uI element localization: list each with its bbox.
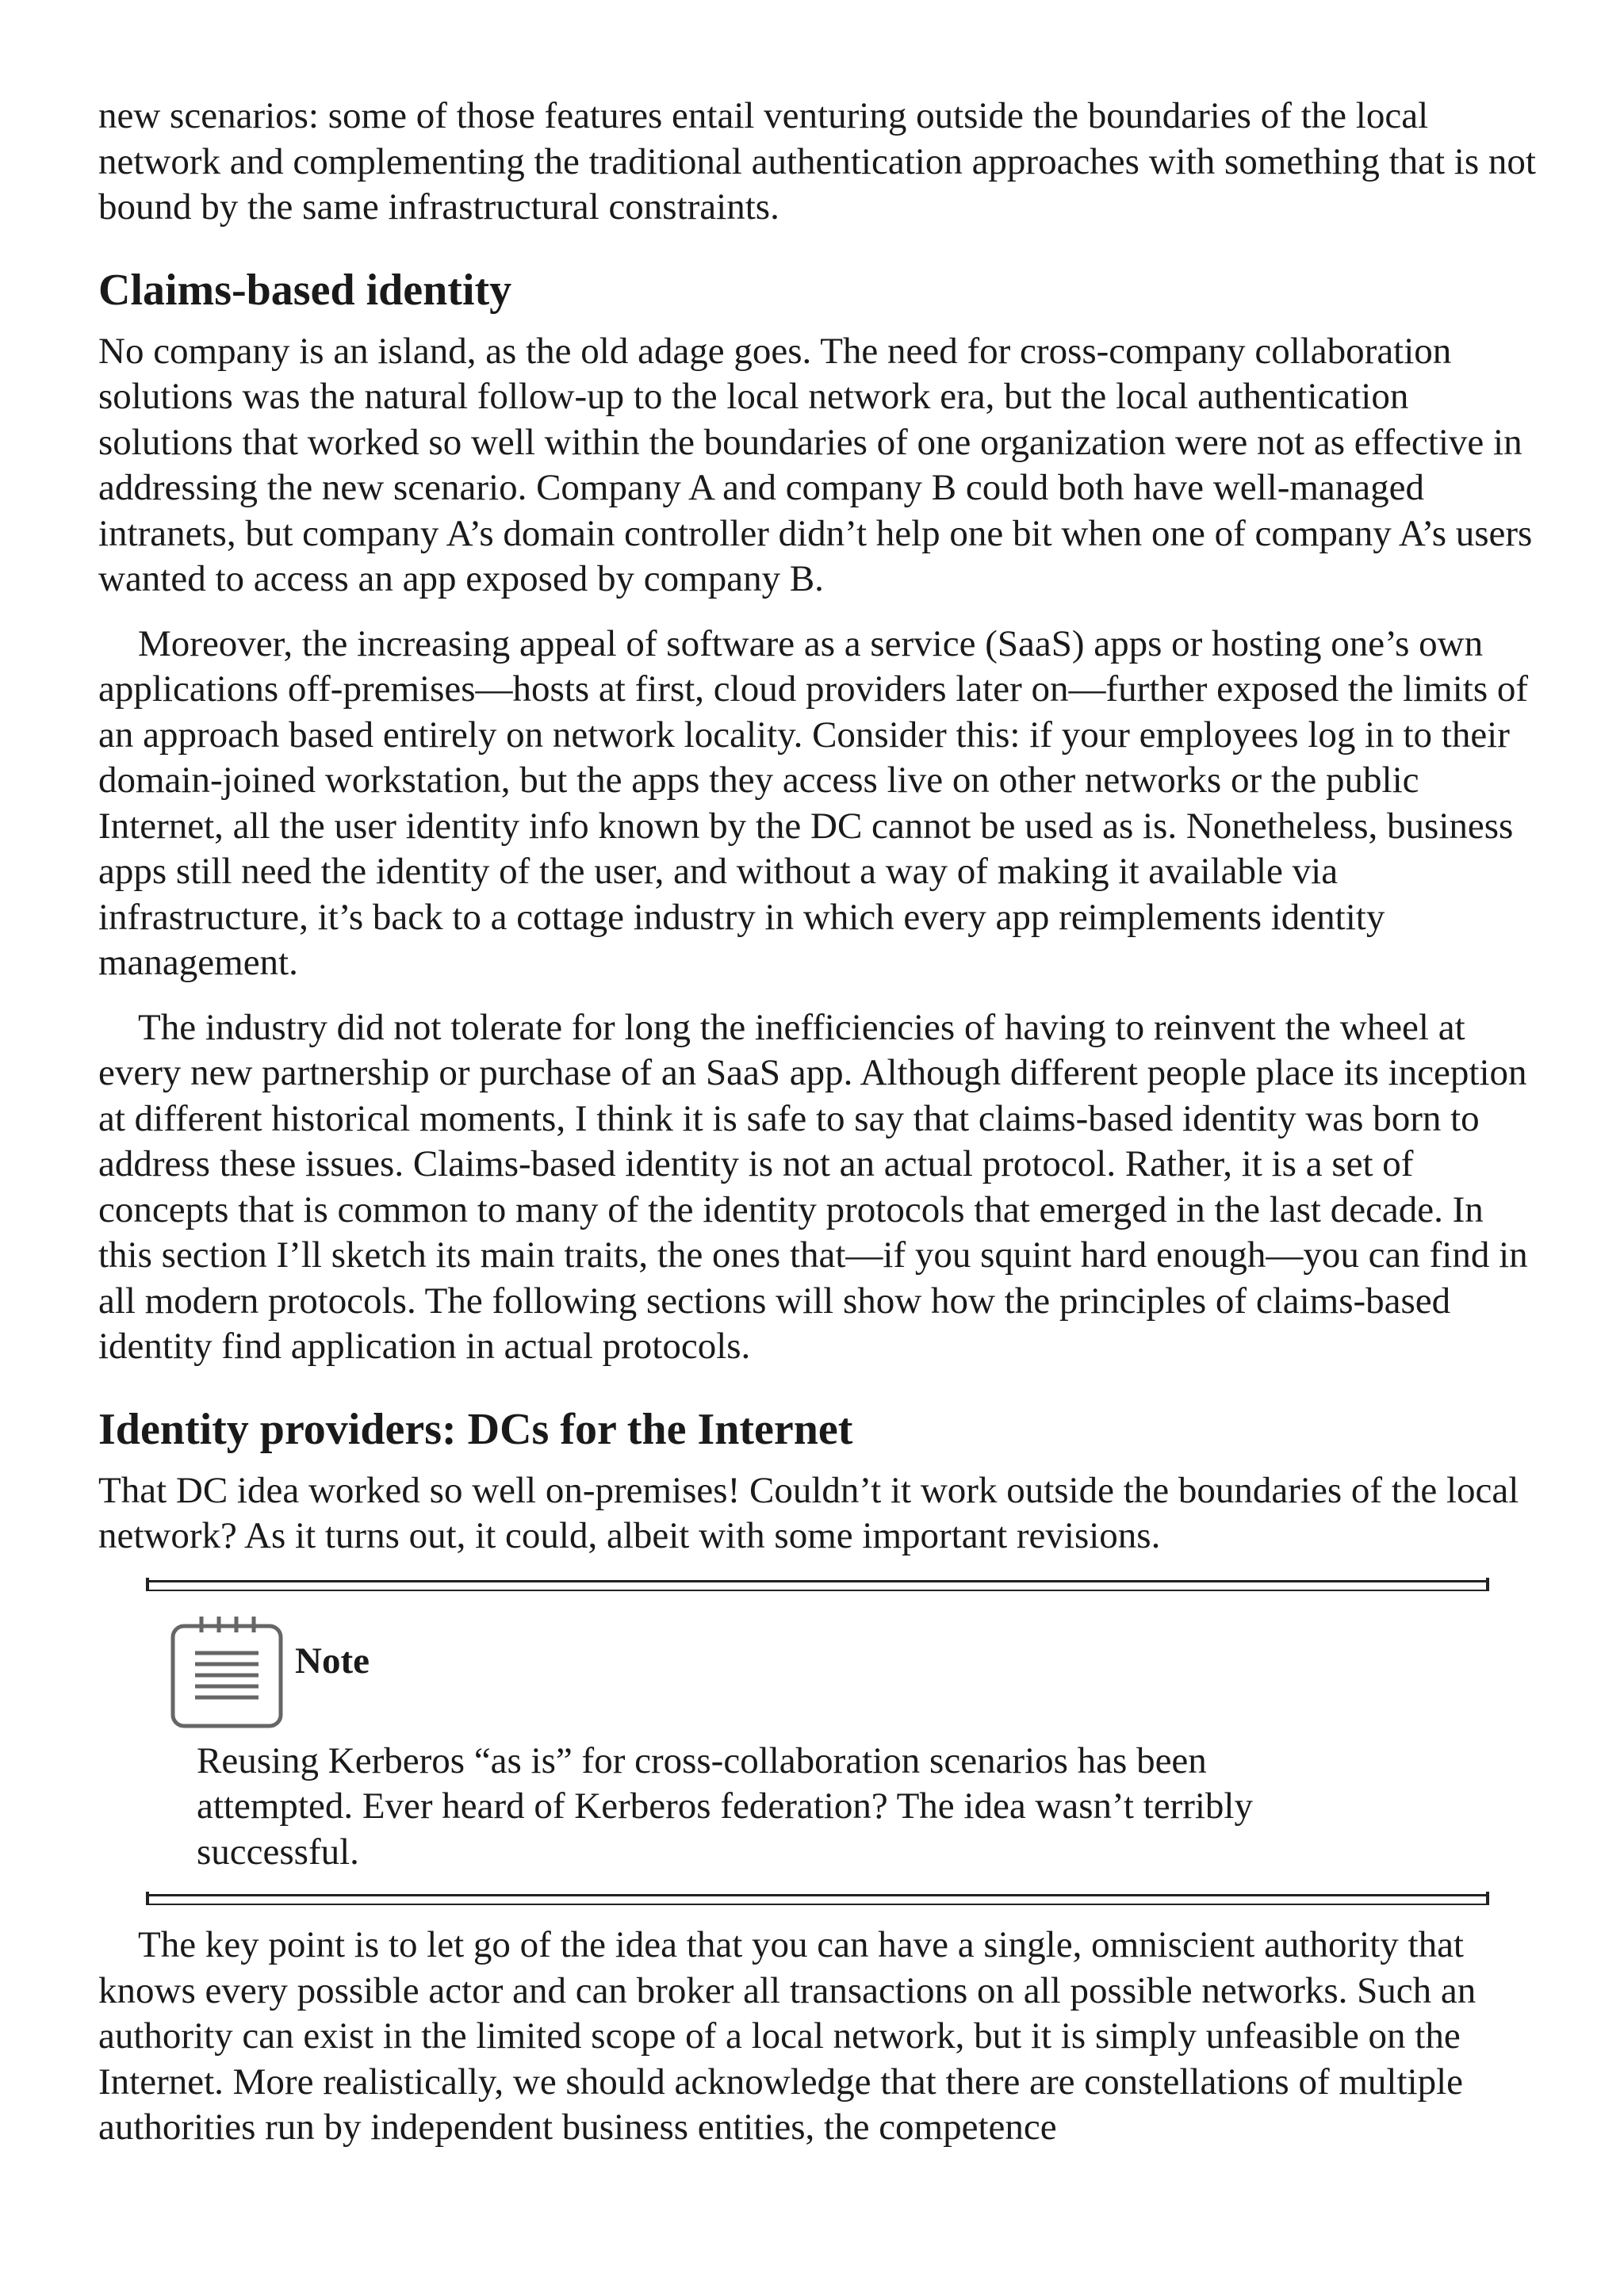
note-top-rule [146,1580,1489,1591]
note-header [170,1615,1489,1729]
paragraph-dc-idea: That DC idea worked so well on-premises! Couldn’t it work outside the boundaries of the local network? As it turns out, it could, albeit with some important revisions. [98,1469,1519,1556]
note-body: Reusing Kerberos “as is” for cross-collaboration scenarios has been attempted. Ever heard of Kerberos federation? The idea wasn’t terribly successful. [197,1739,1253,1873]
paragraph-saas-appeal: Moreover, the increasing appeal of software as a service (SaaS) apps or hosting one’s own applications off-premises—hosts at first, cloud providers later on—further exposed the limits of an approach based entirely on network locality. Consider this: if your employees log in to their domain-joined workstation, but the apps they access live on other networks or the public Internet, all the user identity info known by the DC cannot be used as is. Nonetheless, business apps still need the identity of the user, and without a way of making it available via infrastructure, it’s back to a cottage industry in which every app reimplements identity management. [98,622,1529,983]
page-content [98,94,1542,2151]
paragraph-no-company-island: No company is an island, as the old adage goes. The need for cross-company collaboration solutions was the natural follow-up to the local network era, but the local authentication solutions that worked so well within the boundaries of one organization were not as effective in addressing the new scenario. Company A and company B could both have well-managed intranets, but company A’s domain controller didn’t help one bit when one of company A’s users wanted to access an app exposed by company B. [98,330,1533,599]
paragraph-intro-continued: new scenarios: some of those features entail venturing outside the boundaries of the local network and complementing the traditional authentication approaches with something that is not bound by the same infrastructural constraints. [98,95,1536,228]
note-box [146,1580,1489,1906]
notepad-icon [170,1615,284,1729]
heading-claims-based-identity: Claims-based identity [98,265,512,315]
note-bottom-rule [146,1894,1489,1905]
paragraph-key-point: The key point is to let go of the idea that you can have a single, omniscient authority that knows every possible actor and can broker all transactions on all possible networks. Such an authority can exist in the limited scope of a local network, but it is simply unfeasible on the Internet. More realistically, we should acknowledge that there are constellations of multiple authorities run by independent business entities, the competence [98,1924,1477,2148]
paragraph-industry: The industry did not tolerate for long the inefficiencies of having to reinvent the wheel at every new partnership or purchase of an SaaS app. Although different people place its inception at different historical moments, I think it is safe to say that claims-based identity was born to address these issues. Claims-based identity is not an actual protocol. Rather, it is a set of concepts that is common to many of the identity protocols that emerged in the last decade. In this section I’ll sketch its main traits, the ones that—if you squint hard enough—you can find in all modern protocols. The following sections will show how the principles of claims-based identity find application in actual protocols. [98,1006,1528,1367]
note-title: Note [295,1640,370,1682]
heading-identity-providers: Identity providers: DCs for the Internet [98,1404,853,1454]
